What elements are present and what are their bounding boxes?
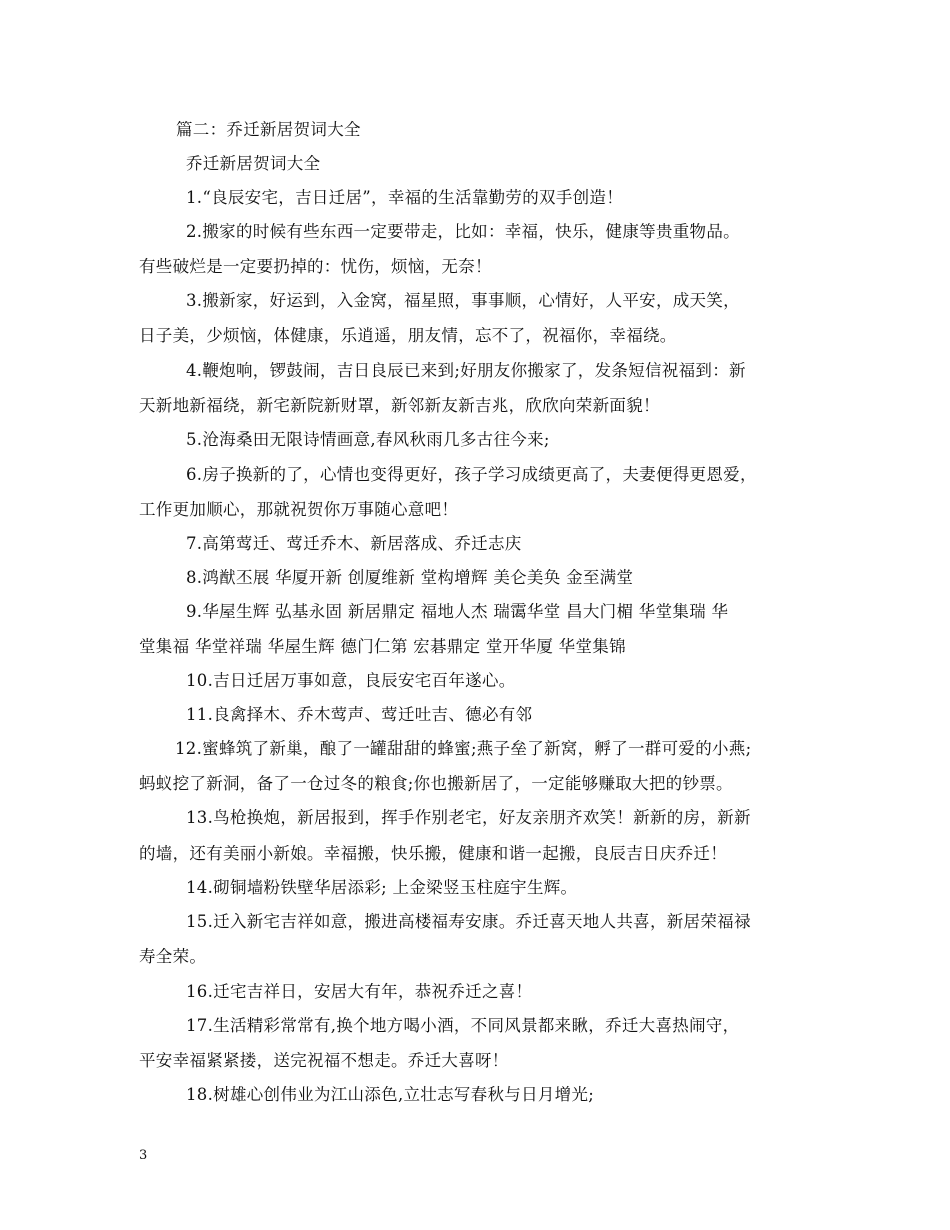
text-line: 的墙，还有美丽小新娘。幸福搬，快乐搬，健康和谐一起搬，良辰吉日庆乔迁！	[139, 844, 727, 863]
text-line: 17.生活精彩常常有,换个地方喝小酒，不同风景都来瞅，乔迁大喜热闹守，	[186, 1016, 740, 1035]
text-line: 15.迁入新宅吉祥如意，搬进高楼福寿安康。乔迁喜天地人共喜，新居荣福禄	[186, 912, 751, 931]
text-line: 5.沧海桑田无限诗情画意,春风秋雨几多古往今来;	[186, 430, 550, 449]
text-line: 16.迁宅吉祥日，安居大有年，恭祝乔迁之喜！	[186, 982, 533, 1001]
text-line: 12.蜜蜂筑了新巢，酿了一罐甜甜的蜂蜜;燕子垒了新窝，孵了一群可爱的小燕;	[175, 739, 752, 758]
text-line: 14.砌铜墙粉铁壁华居添彩; 上金梁竖玉柱庭宇生辉。	[186, 878, 578, 897]
text-line: 平安幸福紧紧搂，送完祝福不想走。乔迁大喜呀！	[139, 1051, 509, 1070]
text-line: 日子美，少烦恼，体健康，乐逍遥，朋友情，忘不了，祝福你，幸福绕。	[139, 326, 677, 345]
text-line: 8.鸿猷丕展 华厦开新 创厦维新 堂构增辉 美仑美奂 金至满堂	[186, 568, 634, 587]
text-line: 堂集福 华堂祥瑞 华屋生辉 德门仁第 宏碁鼎定 堂开华厦 华堂集锦	[139, 637, 626, 656]
text-line: 1.“良辰安宅，吉日迁居”，幸福的生活靠勤劳的双手创造！	[186, 188, 624, 207]
page-number: 3	[139, 1148, 148, 1163]
text-line: 18.树雄心创伟业为江山添色,立壮志写春秋与日月增光;	[186, 1085, 595, 1104]
text-line: 9.华屋生辉 弘基永固 新居鼎定 福地人杰 瑞霭华堂 昌大门楣 华堂集瑞 华	[186, 602, 729, 621]
text-line: 工作更加顺心，那就祝贺你万事随心意吧！	[139, 500, 459, 519]
text-line: 寿全荣。	[139, 947, 207, 966]
text-line: 6.房子换新的了，心情也变得更好，孩子学习成绩更高了，夫妻便得更恩爱，	[186, 465, 757, 484]
text-line: 蚂蚁挖了新洞，备了一仓过冬的粮食;你也搬新居了，一定能够赚取大把的钞票。	[139, 774, 733, 793]
text-line: 有些破烂是一定要扔掉的：忧伤，烦恼，无奈！	[139, 257, 492, 276]
text-line: 4.鞭炮响，锣鼓闹，吉日良辰已来到;好朋友你搬家了，发条短信祝福到：新	[186, 361, 746, 380]
text-line: 10.吉日迁居万事如意，良辰安宅百年遂心。	[186, 671, 516, 690]
text-line: 13.鸟枪换炮，新居报到，挥手作别老宅，好友亲朋齐欢笑！新新的房，新新	[186, 808, 751, 827]
text-line: 天新地新福绕，新宅新院新财罩，新邻新友新吉兆，欣欣向荣新面貌！	[139, 396, 660, 415]
text-line: 7.高第莺迁、莺迁乔木、新居落成、乔迁志庆	[186, 534, 522, 553]
text-line: 11.良禽择木、乔木莺声、莺迁吐吉、德必有邻	[186, 705, 533, 724]
document-subtitle: 乔迁新居贺词大全	[186, 154, 321, 173]
text-line: 3.搬新家，好运到，入金窝，福星照，事事顺，心情好，人平安，成天笑，	[186, 291, 740, 310]
section-title: 篇二：乔迁新居贺词大全	[176, 120, 361, 139]
text-line: 2.搬家的时候有些东西一定要带走，比如：幸福，快乐，健康等贵重物品。	[186, 222, 740, 241]
